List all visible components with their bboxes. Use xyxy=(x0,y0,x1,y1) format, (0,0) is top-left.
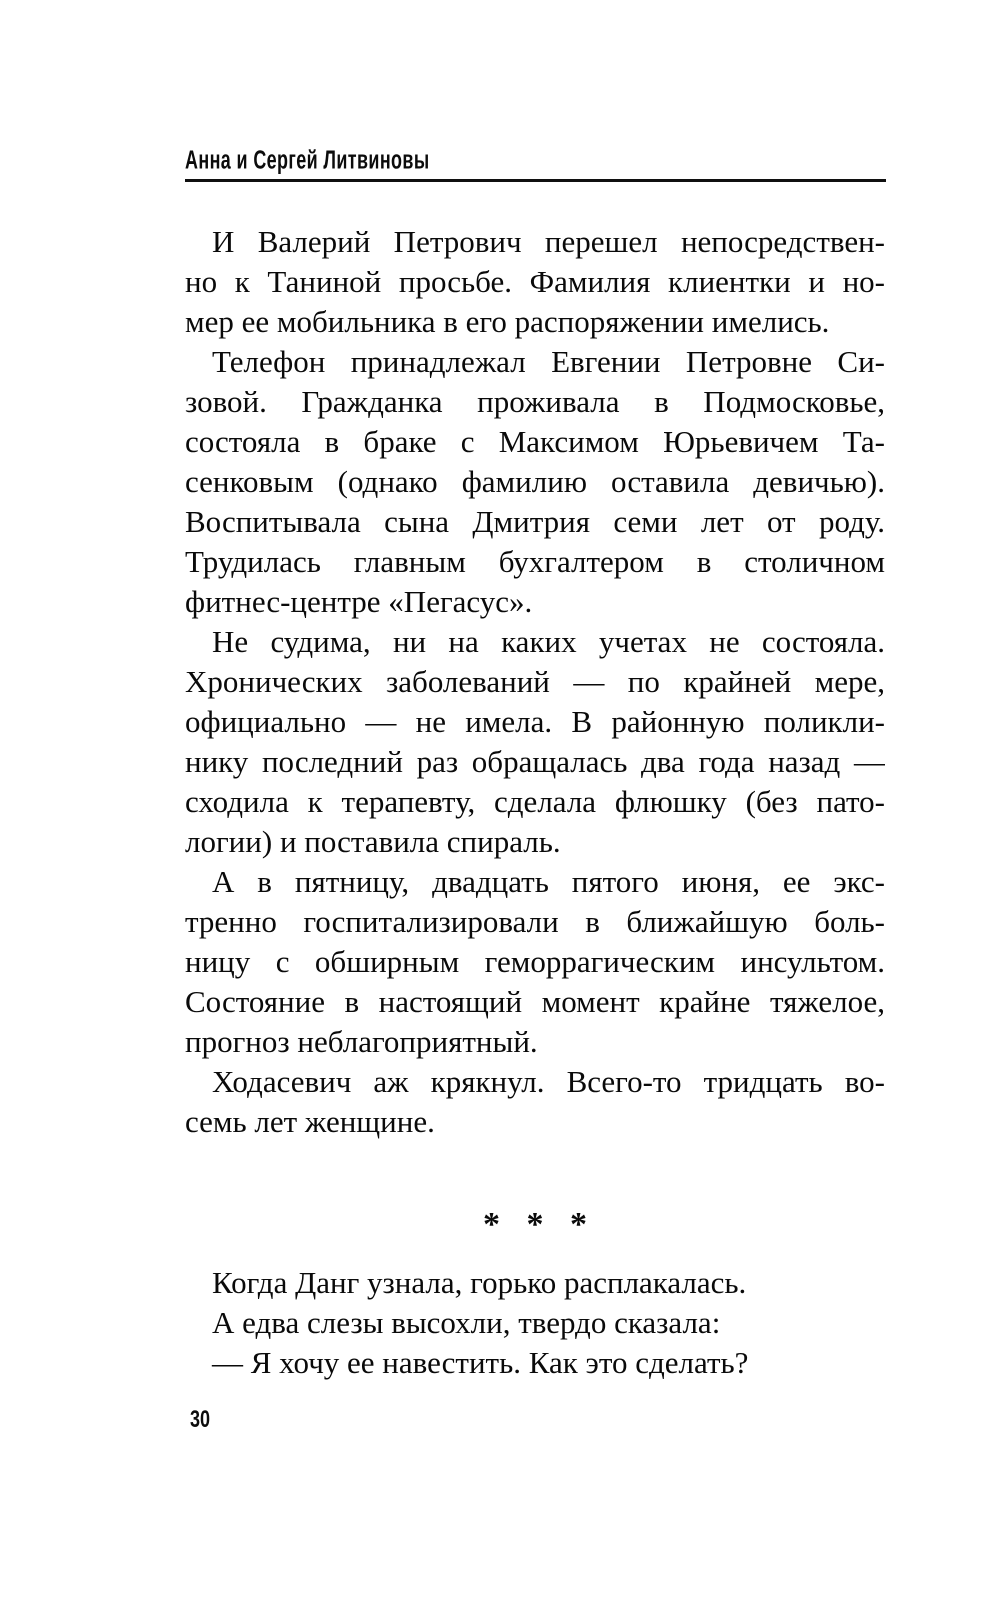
page-number: 30 xyxy=(190,1404,211,1433)
text-line: прогноз неблагоприятный. xyxy=(185,1024,538,1059)
text-line: Когда Данг узнала, горько расплакалась. xyxy=(212,1265,747,1300)
text-line: Воспитывала сына Дмитрия семи лет от роду. xyxy=(185,504,885,539)
paragraph xyxy=(185,342,885,622)
paragraph xyxy=(185,1062,885,1142)
text-line: сенковым (однако фамилию оставила девичью). xyxy=(185,464,885,499)
text-line: Не судима, ни на каких учетах не состояла. xyxy=(212,624,885,659)
section-divider: * * * xyxy=(483,1206,587,1243)
text-line: Телефон принадлежал Евгении Петровне Си- xyxy=(212,344,885,379)
text-line: Состояние в настоящий момент крайне тяжелое, xyxy=(185,984,885,1019)
text-line: ницу с обширным геморрагическим инсультом. xyxy=(185,944,885,979)
text-line: И Валерий Петрович перешел непосредствен- xyxy=(212,224,885,259)
text-line: нику последний раз обращалась два года назад — xyxy=(185,744,885,779)
paragraph xyxy=(185,622,885,862)
text-line: официально — не имела. В районную поликли- xyxy=(185,704,885,739)
paragraph xyxy=(185,1263,885,1303)
text-line: мер ее мобильника в его распоряжении имелись. xyxy=(185,304,830,339)
text-line: но к Таниной просьбе. Фамилия клиентки и но- xyxy=(185,264,885,299)
text-line: логии) и поставила спираль. xyxy=(185,824,561,859)
folio xyxy=(190,1404,214,1433)
paragraph xyxy=(185,862,885,1062)
text-line: Трудилась главным бухгалтером в столичном xyxy=(185,544,885,579)
running-head xyxy=(185,144,886,182)
text-line: семь лет женщине. xyxy=(185,1104,435,1139)
text-line: тренно госпитализировали в ближайшую боль- xyxy=(185,904,885,939)
running-head-author: Анна и Сергей Литвиновы xyxy=(185,144,430,174)
paragraph xyxy=(185,1303,885,1343)
text-line: А едва слезы высохли, твердо сказала: xyxy=(212,1305,721,1340)
text-line: Ходасевич аж крякнул. Всего-то тридцать во- xyxy=(212,1064,885,1099)
text-line: А в пятницу, двадцать пятого июня, ее экс- xyxy=(212,864,885,899)
paragraph xyxy=(185,1343,885,1383)
text-line: фитнес-центре «Пегасус». xyxy=(185,584,533,619)
text-line: состояла в браке с Максимом Юрьевичем Та- xyxy=(185,424,885,459)
text-line: зовой. Гражданка проживала в Подмосковье, xyxy=(185,384,885,419)
text-line: сходила к терапевту, сделала флюшку (без пато- xyxy=(185,784,885,819)
text-line: Хронических заболеваний — по крайней мере, xyxy=(185,664,885,699)
body-text xyxy=(185,222,885,1383)
text-line: — Я хочу ее навестить. Как это сделать? xyxy=(212,1345,749,1380)
paragraph xyxy=(185,222,885,342)
